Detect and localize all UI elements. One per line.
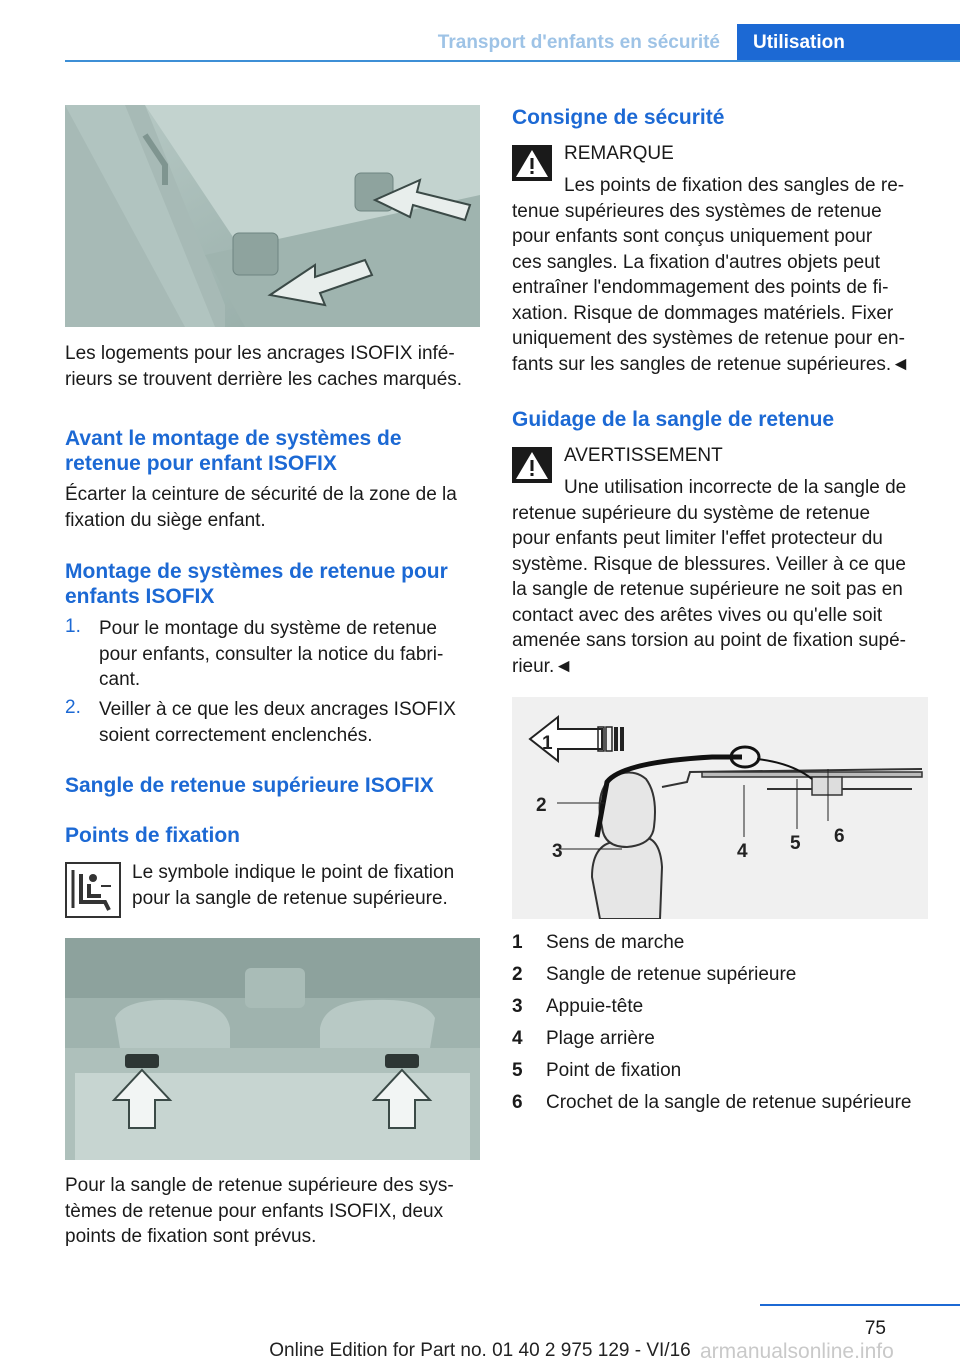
remarque-line: uniquement des systèmes de retenue pour en- xyxy=(512,328,905,349)
diagram-label: 1 xyxy=(542,733,553,754)
tether-strap-diagram xyxy=(512,697,928,919)
legend-number: 1 xyxy=(512,932,523,953)
remarque-line: ces sangles. La fixation d'autres objets peut xyxy=(512,251,881,273)
remarque-title: REMARQUE xyxy=(564,143,674,164)
remarque-line: fants sur les sangles de retenue supérieures.◄ xyxy=(512,353,910,375)
diagram-label: 6 xyxy=(834,826,845,847)
avertissement-line: système. Risque de blessures. Veiller à ce que xyxy=(512,553,906,575)
caption-rear-anchors xyxy=(65,1173,485,1250)
direction-arrow-icon xyxy=(530,717,602,761)
avertissement-title: AVERTISSEMENT xyxy=(564,445,723,466)
legend-number: 5 xyxy=(512,1060,523,1081)
avertissement-line: contact avec des arêtes vives ou qu'elle soit xyxy=(512,604,883,626)
footer-rule xyxy=(760,1304,960,1306)
legend-text: Appuie-tête xyxy=(546,996,644,1017)
avertissement-line: amenée sans torsion au point de fixation supé- xyxy=(512,630,906,651)
legend-text: Point de fixation xyxy=(546,1060,682,1081)
header-section-title: Transport d'enfants en sécurité xyxy=(437,32,720,53)
heading-guidage-sangle: Guidage de la sangle de retenue xyxy=(512,408,835,431)
page-number: 75 xyxy=(864,1318,886,1339)
avertissement-line: rieur.◄ xyxy=(512,655,574,677)
remarque-line: tenue supérieures des systèmes de retenue xyxy=(512,200,882,222)
step-text-line: pour enfants, consulter la notice du fabri- xyxy=(99,643,444,665)
watermark: armanualsonline.info xyxy=(700,1340,894,1363)
symbol-description-line1: Le symbole indique le point de fixation xyxy=(132,862,455,883)
legend-number: 6 xyxy=(512,1092,523,1113)
remarque-line-first: Les points de fixation des sangles de re- xyxy=(564,175,905,196)
step-number: 2. xyxy=(65,697,81,718)
legend-number: 3 xyxy=(512,996,523,1017)
avertissement-line: retenue supérieure du système de retenue xyxy=(512,502,871,524)
caption-lower-anchors-line1: Les logements pour les ancrages ISOFIX infé- xyxy=(65,343,455,364)
avertissement-line: la sangle de retenue supérieure ne soit pas en xyxy=(512,579,903,600)
step-text-line: soient correctement enclenchés. xyxy=(99,724,373,746)
avertissement-line-first: Une utilisation incorrecte de la sangle de xyxy=(564,477,907,498)
heading-sangle-isofix: Sangle de retenue supérieure ISOFIX xyxy=(65,774,434,797)
heading-montage-isofix-line2: enfants ISOFIX xyxy=(65,585,215,608)
heading-avant-montage xyxy=(65,426,485,476)
legend-text: Sens de marche xyxy=(546,932,685,953)
diagram-label: 4 xyxy=(737,841,748,862)
heading-consigne-securite: Consigne de sécurité xyxy=(512,106,725,129)
diagram-label: 3 xyxy=(552,841,563,862)
paragraph-avant-montage-line2: fixation du siège enfant. xyxy=(65,509,266,531)
legend-number: 2 xyxy=(512,964,523,985)
legend-text: Crochet de la sangle de retenue supérieure xyxy=(546,1092,912,1113)
remarque-line: pour enfants sont conçus uniquement pour xyxy=(512,226,873,247)
legend-number: 4 xyxy=(512,1028,523,1049)
avertissement-body xyxy=(512,501,942,680)
isofix-lower-anchor-photo xyxy=(65,105,480,327)
heading-avant-montage-line2: retenue pour enfant ISOFIX xyxy=(65,452,337,475)
caption-rear-anchors-line2: tèmes de retenue pour enfants ISOFIX, deux xyxy=(65,1200,444,1222)
caption-rear-anchors-line1: Pour la sangle de retenue supérieure des sys- xyxy=(65,1175,454,1196)
warning-triangle-icon xyxy=(512,447,552,483)
heading-avant-montage-line1: Avant le montage de systèmes de xyxy=(65,427,402,450)
heading-montage-isofix-line1: Montage de systèmes de retenue pour xyxy=(65,560,448,583)
step-text-line: cant. xyxy=(99,669,141,690)
caption-lower-anchors-line2: rieurs se trouvent derrière les caches marqués. xyxy=(65,368,463,390)
step-text-line: Veiller à ce que les deux ancrages ISOFIX xyxy=(99,699,456,720)
header-rule xyxy=(65,60,960,62)
remarque-body xyxy=(512,199,942,378)
step-number: 1. xyxy=(65,616,81,637)
avertissement-line: pour enfants peut limiter l'effet protecteur du xyxy=(512,528,883,549)
legend-text: Sangle de retenue supérieure xyxy=(546,964,797,985)
paragraph-avant-montage-line1: Écarter la ceinture de sécurité de la zone de la xyxy=(65,484,457,505)
diagram-label: 2 xyxy=(536,795,547,816)
symbol-description-line2: pour la sangle de retenue supérieure. xyxy=(132,887,448,909)
header-tab-utilisation[interactable]: Utilisation xyxy=(737,24,960,62)
remarque-line: xation. Risque de dommages matériels. Fixer xyxy=(512,302,894,324)
symbol-description xyxy=(132,860,482,911)
step-text-line: Pour le montage du système de retenue xyxy=(99,618,437,639)
rear-shelf-anchor-photo xyxy=(65,938,480,1160)
footer-edition: Online Edition for Part no. 01 40 2 975 129 - VI/16 xyxy=(269,1340,691,1361)
heading-montage-isofix xyxy=(65,559,485,609)
legend-text: Plage arrière xyxy=(546,1028,655,1049)
remarque-line: entraîner l'endommagement des points de fi- xyxy=(512,277,889,298)
step-text xyxy=(99,616,484,693)
diagram-label: 5 xyxy=(790,833,801,854)
isofix-child-seat-icon xyxy=(65,862,121,918)
caption-lower-anchors xyxy=(65,341,485,392)
warning-triangle-icon xyxy=(512,145,552,181)
heading-points-fixation: Points de fixation xyxy=(65,824,241,847)
step-text xyxy=(99,697,484,748)
caption-rear-anchors-line3: points de fixation sont prévus. xyxy=(65,1226,317,1247)
paragraph-avant-montage xyxy=(65,482,485,533)
